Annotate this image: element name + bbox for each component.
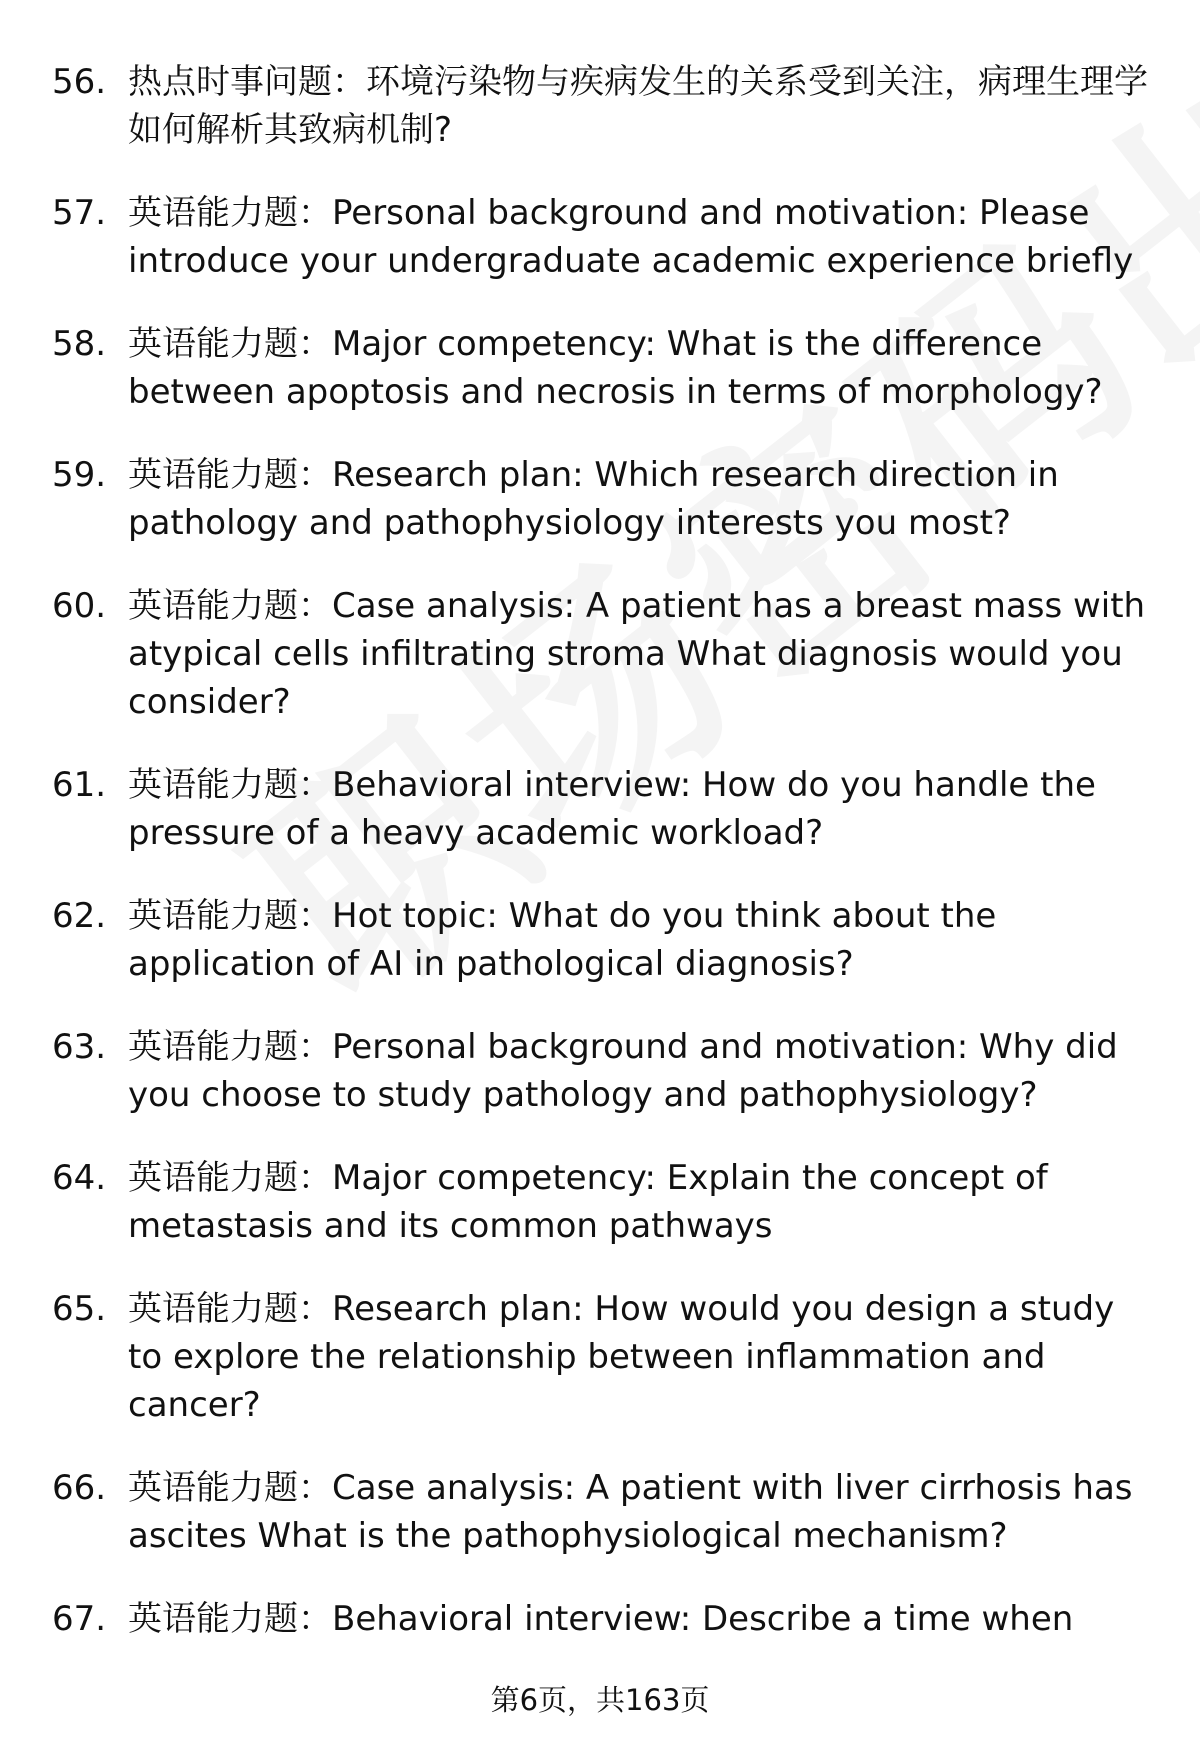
question-number: 64. [52, 1158, 107, 1198]
question-item [52, 892, 1152, 988]
question-text: 英语能力题：Research plan: How would you design a study to explore the relationship between inflammation and cancer? [128, 1289, 1115, 1425]
question-text: 英语能力题：Major competency: Explain the concept of metastasis and its common pathways [128, 1158, 1048, 1246]
question-text: 英语能力题：Research plan: Which research direction in pathology and pathophysiology interests you most? [128, 455, 1059, 543]
question-text: 英语能力题：Major competency: What is the difference between apoptosis and necrosis in terms of morphology? [128, 324, 1103, 412]
page-footer [0, 1680, 1200, 1720]
question-item [52, 320, 1152, 416]
question-item [52, 189, 1152, 285]
question-number: 63. [52, 1027, 107, 1067]
question-list [52, 58, 1152, 1678]
question-number: 58. [52, 324, 107, 364]
question-item [52, 582, 1152, 726]
question-number: 62. [52, 896, 107, 936]
question-number: 60. [52, 586, 107, 626]
question-number: 67. [52, 1599, 107, 1639]
question-item [52, 1154, 1152, 1250]
question-item [52, 451, 1152, 547]
question-item [52, 1595, 1152, 1643]
question-text: 英语能力题：Case analysis: A patient with liver cirrhosis has ascites What is the pathophysiological mechanism? [128, 1468, 1133, 1556]
question-text: 英语能力题：Behavioral interview: Describe a time when [128, 1599, 1074, 1639]
question-item [52, 58, 1152, 154]
question-number: 57. [52, 193, 107, 233]
question-item [52, 761, 1152, 857]
question-text: 英语能力题：Personal background and motivation: Please introduce your undergraduate academic experience briefly [128, 193, 1134, 281]
question-number: 61. [52, 765, 107, 805]
question-text: 英语能力题：Case analysis: A patient has a breast mass with atypical cells infiltrating stroma What diagnosis would you consider? [128, 586, 1146, 722]
question-text: 热点时事问题：环境污染物与疾病发生的关系受到关注，病理生理学如何解析其致病机制? [128, 62, 1148, 150]
question-text: 英语能力题：Hot topic: What do you think about the application of AI in pathological diagnosis? [128, 896, 997, 984]
question-text: 英语能力题：Behavioral interview: How do you handle the pressure of a heavy academic workload? [128, 765, 1096, 853]
question-number: 56. [52, 62, 107, 102]
question-item [52, 1285, 1152, 1429]
question-number: 65. [52, 1289, 107, 1329]
question-item [52, 1023, 1152, 1119]
page-number-label: 第6页，共163页 [490, 1683, 710, 1717]
question-item [52, 1464, 1152, 1560]
question-text: 英语能力题：Personal background and motivation: Why did you choose to study pathology and pathophysiology? [128, 1027, 1118, 1115]
question-number: 66. [52, 1468, 107, 1508]
question-number: 59. [52, 455, 107, 495]
